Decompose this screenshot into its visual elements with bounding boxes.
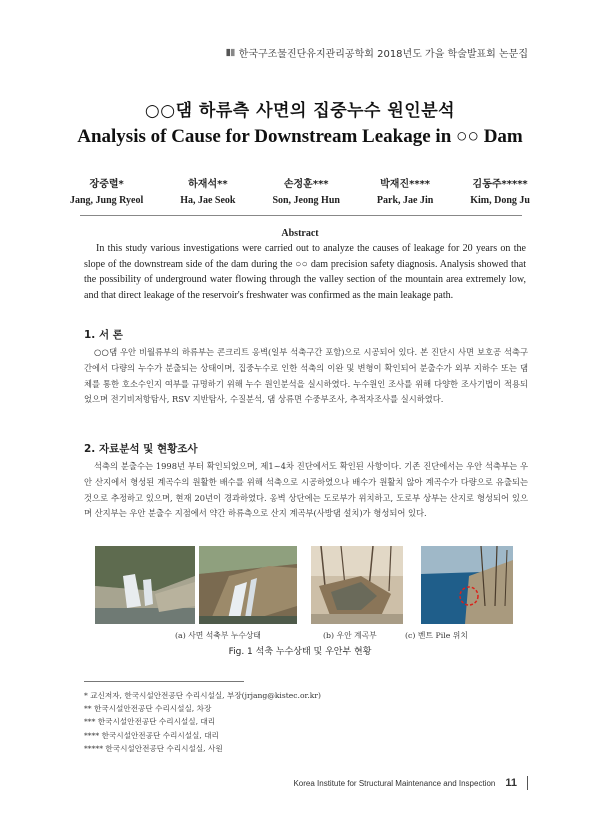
- caption-a: (a) 사면 석축부 누수상태: [175, 631, 261, 640]
- section-heading: 1. 서 론: [84, 329, 123, 341]
- footnote: ***** 한국시설안전공단 수리시설실, 사원: [84, 743, 223, 753]
- footer-institute: Korea Institute for Structural Maintenance and Inspection: [293, 778, 496, 788]
- section-heading: 2. 자료분석 및 현황조사: [84, 443, 198, 455]
- author: [70, 177, 143, 209]
- footnote: * 교신저자, 한국시설안전공단 수리시설실, 부장(jrjang@kistec.or.kr): [84, 691, 321, 700]
- author-name-en: Son, Jeong Hun: [272, 195, 340, 206]
- abstract-heading: Abstract: [281, 228, 319, 239]
- footer-bar: [527, 776, 528, 790]
- author-name-en: Park, Jae Jin: [376, 195, 434, 206]
- figure-photos: [95, 546, 513, 624]
- caption-b: (b) 우안 계곡부: [323, 631, 377, 640]
- section-paragraph: ○○댐 우안 비월류부의 하류부는 콘크리트 옹벽(일부 석축구간 포함)으로 시공되어 있다. 본 진단시 사면 보호공 석축구간에서 다량의 누수가 분출되는 상태이며, 집중누수로 인한 석축의 이완 및 변형이 확인되어 분출수가 외부 지하수 또는 댐체를 통한 호소수인지 여부를 규명하기 위해 누수 원인분석을 실시하였다. 누수원인 조사를 위해 다양한 조사기법이 적용되었으며 전기비저항탐사, RSV 지반탐사, 수질분석, 댐 상류면 수중부조사, 추적자조사를 실시하였다.: [84, 347, 528, 405]
- title-korean: ○○댐 하류측 사면의 집중누수 원인분석: [144, 101, 456, 121]
- author-name-en: Ha, Jae Seok: [180, 195, 236, 206]
- section-paragraph: 석축의 분출수는 1998년 부터 확인되었으며, 제1~4차 진단에서도 확인된 사항이다. 기존 진단에서는 우안 석축부는 우안 산지에서 형성된 계곡수의 원활한 배수를 위해 석축으로 시공하였으나 배수가 원활치 않아 계곡수가 다량으로 유출되는 것으로 추정하고 있으며, 현재 20년이 경과하였다. 옹벽 상단에는 도로부가 위치하고, 도로부 상부는 산지로 형성되어 있으며 산지부는 우안 분출수 지점에서 약간 하류측으로 산지 계곡부(사방댐 설치)가 형성되어 있다.: [84, 461, 528, 519]
- author-name-ko: 하재석**: [188, 179, 228, 190]
- photo-masonry-slope: [199, 546, 297, 624]
- book-icon: [226, 48, 235, 57]
- footnotes: [84, 689, 321, 755]
- author-name-ko: 손정훈***: [283, 179, 329, 190]
- footnote: ** 한국시설안전공단 수리시설실, 차장: [84, 704, 212, 714]
- author: [470, 177, 530, 209]
- figure-title: Fig. 1 석축 누수상태 및 우안부 현황: [228, 647, 372, 657]
- caption-c: (c) 벤트 Pile 위치: [405, 631, 468, 640]
- photo-bent-pile: [421, 546, 513, 624]
- photo-masonry-leakage: [95, 546, 195, 624]
- page-footer: [293, 776, 528, 790]
- author-list: [70, 177, 530, 209]
- author-name-ko: 장중렬*: [89, 179, 124, 190]
- author-name-ko: 박재진****: [380, 179, 431, 190]
- footnote-divider: [84, 681, 244, 682]
- author-name-ko: 김동주*****: [472, 179, 528, 190]
- author: [180, 177, 235, 209]
- running-header: [226, 45, 528, 60]
- header-text: 한국구조물진단유지관리공학회 2018년도 가을 학술발표회 논문집: [238, 49, 528, 60]
- author: [377, 177, 433, 209]
- page-number: 11: [505, 777, 517, 789]
- author-name-en: Jang, Jung Ryeol: [70, 195, 144, 206]
- photo-valley: [311, 546, 403, 624]
- abstract-text: In this study various investigations were carried out to analyze the causes of leakage for 20 years on the slope of the downstream side of the dam during the ○○ dam precision safety diagnosis. Analysis showed that the possibility of underground water flowing through the valley section of the mountain area extremely low, and that direct leakage of the reservoir's freshwater was confirmed as the main leakage path.: [84, 243, 526, 301]
- title-english: Analysis of Cause for Downstream Leakage in ○○ Dam: [77, 126, 523, 147]
- footnote: *** 한국시설안전공단 수리시설실, 대리: [84, 717, 216, 727]
- author-name-en: Kim, Dong Ju: [470, 195, 530, 206]
- footnote: **** 한국시설안전공단 수리시설실, 대리: [84, 730, 219, 740]
- author: [272, 177, 340, 209]
- divider: [80, 215, 522, 216]
